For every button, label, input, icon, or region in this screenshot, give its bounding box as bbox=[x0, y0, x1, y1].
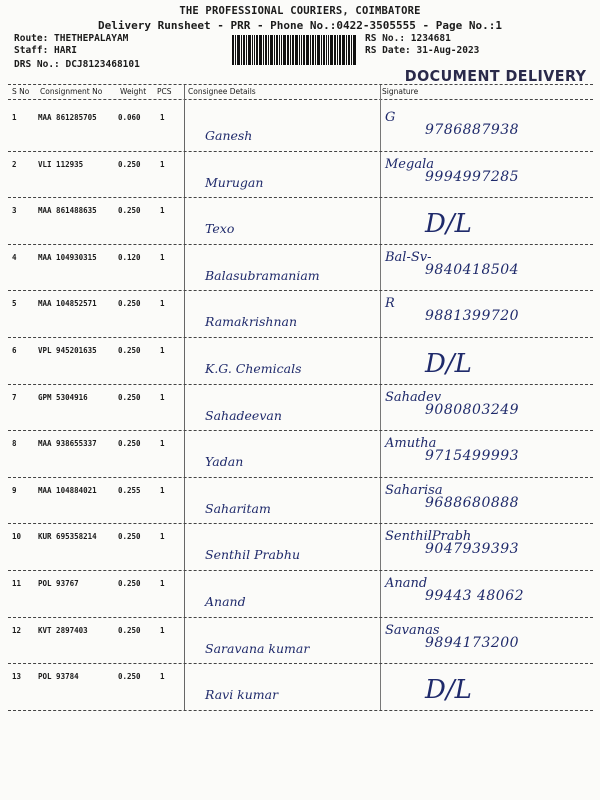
row-pcs: 1 bbox=[160, 206, 165, 216]
row-signature: Saharisa bbox=[385, 482, 443, 498]
header-bottom-rule bbox=[8, 99, 593, 100]
row-phone: 9715499993 bbox=[425, 448, 520, 465]
row-weight: 0.250 bbox=[118, 625, 141, 635]
rs-number: RS No.: 1234681 bbox=[365, 33, 451, 44]
row-divider bbox=[8, 523, 593, 524]
drs-number: DRS No.: DCJ8123468101 bbox=[14, 59, 140, 70]
company-name: THE PROFESSIONAL COURIERS, COIMBATORE bbox=[179, 5, 421, 17]
row-consignee: Sahadeevan bbox=[205, 407, 282, 423]
row-consignment-no: KVT 2897403 bbox=[38, 625, 88, 635]
row-pcs: 1 bbox=[160, 252, 165, 262]
row-signature: Sahadev bbox=[385, 389, 442, 405]
row-sno: 3 bbox=[12, 206, 17, 216]
row-consignee: Senthil Prabhu bbox=[205, 547, 300, 563]
col-consignee: Consignee Details bbox=[188, 87, 256, 96]
row-divider bbox=[8, 244, 593, 245]
row-pcs: 1 bbox=[160, 485, 165, 495]
row-divider bbox=[8, 477, 593, 478]
row-phone: 9688680888 bbox=[425, 494, 520, 511]
row-phone: 99443 48062 bbox=[425, 588, 525, 604]
row-sno: 1 bbox=[12, 113, 17, 122]
row-pcs: 1 bbox=[160, 439, 165, 449]
row-divider bbox=[8, 710, 593, 711]
row-signature: Megala bbox=[385, 156, 434, 172]
row-consignment-no: POL 93767 bbox=[38, 579, 79, 588]
row-pcs: 1 bbox=[160, 672, 165, 682]
row-pcs: 1 bbox=[160, 392, 165, 402]
row-sno: 9 bbox=[12, 485, 17, 495]
row-pcs: 1 bbox=[160, 346, 165, 355]
row-consignee: K.G. Chemicals bbox=[205, 361, 302, 376]
row-consignment-no: POL 93784 bbox=[38, 672, 79, 682]
row-sno: 8 bbox=[12, 439, 17, 449]
row-consignment-no: MAA 861285705 bbox=[38, 113, 97, 122]
row-pcs: 1 bbox=[160, 159, 165, 169]
row-weight: 0.060 bbox=[118, 113, 141, 122]
row-consignment-no: MAA 861488635 bbox=[38, 206, 97, 216]
row-consignee: Ravi kumar bbox=[205, 687, 279, 703]
runsheet-subtitle: Delivery Runsheet - PRR - Phone No.:0422-3505555 - Page No.:1 bbox=[98, 19, 502, 32]
col-sno: S No bbox=[12, 87, 30, 96]
row-consignee: Ganesh bbox=[205, 128, 253, 143]
row-sno: 12 bbox=[12, 625, 22, 635]
row-phone: 9840418504 bbox=[425, 261, 520, 278]
row-signature: SenthilPrabh bbox=[385, 529, 472, 545]
row-consignment-no: MAA 104852571 bbox=[38, 299, 97, 309]
row-divider bbox=[8, 197, 593, 198]
rs-date: RS Date: 31-Aug-2023 bbox=[365, 45, 480, 56]
row-consignee: Yadan bbox=[205, 454, 244, 470]
row-consignee: Texo bbox=[205, 221, 235, 237]
row-consignee: Balasubramaniam bbox=[205, 267, 320, 283]
row-consignment-no: GPM 5304916 bbox=[38, 392, 88, 402]
row-signature: Bal-Sv- bbox=[385, 249, 432, 265]
row-divider bbox=[8, 570, 593, 571]
row-weight: 0.250 bbox=[118, 532, 141, 542]
row-weight: 0.120 bbox=[118, 252, 141, 262]
col-pcs: PCS bbox=[157, 87, 172, 96]
row-consignment-no: VPL 945201635 bbox=[38, 346, 97, 355]
row-sno: 5 bbox=[12, 299, 17, 309]
row-phone: 9894173200 bbox=[425, 634, 520, 651]
row-signature: D/L bbox=[425, 209, 472, 240]
row-signature: Anand bbox=[385, 576, 428, 591]
row-consignment-no: VLI 112935 bbox=[38, 159, 84, 169]
row-phone: 9881399720 bbox=[425, 308, 520, 325]
row-sno: 11 bbox=[12, 579, 22, 588]
row-consignment-no: MAA 938655337 bbox=[38, 439, 97, 449]
row-divider bbox=[8, 430, 593, 431]
row-sno: 2 bbox=[12, 159, 17, 169]
row-phone: 9786887938 bbox=[425, 122, 520, 138]
row-phone: 9080803249 bbox=[425, 401, 520, 418]
row-consignment-no: MAA 104884021 bbox=[38, 485, 97, 495]
row-pcs: 1 bbox=[160, 579, 165, 588]
row-consignment-no: MAA 104930315 bbox=[38, 252, 97, 262]
row-signature: D/L bbox=[425, 349, 472, 379]
row-consignee: Anand bbox=[205, 594, 246, 609]
row-pcs: 1 bbox=[160, 532, 165, 542]
row-phone: 9047939393 bbox=[425, 541, 520, 558]
row-consignee: Ramakrishnan bbox=[205, 314, 298, 330]
row-weight: 0.250 bbox=[118, 346, 141, 355]
row-sno: 7 bbox=[12, 392, 17, 402]
row-sno: 10 bbox=[12, 532, 22, 542]
row-consignment-no: KUR 695358214 bbox=[38, 532, 97, 542]
row-weight: 0.250 bbox=[118, 206, 141, 216]
row-divider bbox=[8, 337, 593, 338]
row-weight: 0.250 bbox=[118, 299, 141, 309]
col-consignment: Consignment No bbox=[40, 87, 103, 96]
row-sno: 4 bbox=[12, 252, 17, 262]
col-signature: Signature bbox=[382, 87, 419, 96]
row-signature: G bbox=[385, 110, 396, 125]
row-weight: 0.250 bbox=[118, 392, 141, 402]
row-pcs: 1 bbox=[160, 625, 165, 635]
row-consignee: Saravana kumar bbox=[205, 640, 310, 656]
document-delivery-stamp: DOCUMENT DELIVERY bbox=[404, 67, 586, 85]
row-signature: R bbox=[385, 296, 395, 312]
row-weight: 0.255 bbox=[118, 485, 141, 495]
route-label: Route: THETHEPALAYAM bbox=[14, 33, 129, 44]
row-weight: 0.250 bbox=[118, 579, 141, 588]
row-phone: 9994997285 bbox=[425, 168, 520, 185]
row-divider bbox=[8, 384, 593, 385]
row-pcs: 1 bbox=[160, 113, 165, 122]
row-sno: 6 bbox=[12, 346, 17, 355]
row-sno: 13 bbox=[12, 672, 22, 682]
row-signature: D/L bbox=[425, 675, 472, 706]
staff-label: Staff: HARI bbox=[14, 45, 77, 56]
row-pcs: 1 bbox=[160, 299, 165, 309]
barcode bbox=[232, 35, 357, 65]
row-divider bbox=[8, 290, 593, 291]
header-top-rule bbox=[8, 84, 593, 85]
row-signature: Amutha bbox=[385, 436, 437, 452]
row-weight: 0.250 bbox=[118, 159, 141, 169]
col-weight: Weight bbox=[120, 87, 147, 96]
row-divider bbox=[8, 663, 593, 664]
row-consignee: Saharitam bbox=[205, 500, 271, 516]
row-weight: 0.250 bbox=[118, 672, 141, 682]
row-divider bbox=[8, 151, 593, 152]
row-consignee: Murugan bbox=[205, 174, 264, 190]
row-signature: Savanas bbox=[385, 622, 440, 638]
row-weight: 0.250 bbox=[118, 439, 141, 449]
row-divider bbox=[8, 617, 593, 618]
